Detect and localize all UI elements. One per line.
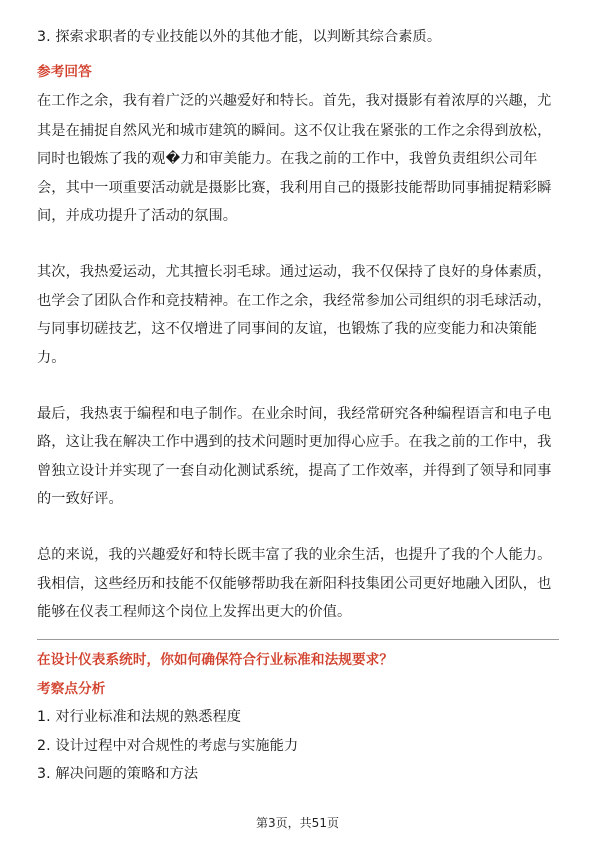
analysis-heading: 考察点分析 [37,681,106,697]
paragraph-line: 总的来说，我的兴趣爱好和特长既丰富了我的业余生活，也提升了我的个人能力。 [37,547,552,563]
page-footer: 第3页，共51页 [256,816,339,830]
paragraph-line: 路，这让我在解决工作中遇到的技术问题时更加得心应手。在我之前的工作中，我 [37,434,552,450]
paragraph-line: 会，其中一项重要活动就是摄影比赛，我利用自己的摄影技能帮助同事捕捉精彩瞬 [37,180,552,196]
list-item: 3. 解决问题的策略和方法 [37,766,199,782]
answer-heading: 参考回答 [37,64,92,80]
section-divider [37,639,559,640]
paragraph-line: 我相信，这些经历和技能不仅能够帮助我在新阳科技集团公司更好地融入团队，也 [37,576,552,592]
paragraph-line: 力。 [37,350,66,366]
paragraph-line: 同时也锻炼了我的观�力和审美能力。在我之前的工作中，我曾负责组织公司年 [37,151,538,167]
paragraph-line: 的一致好评。 [37,491,123,507]
intro-list-item: 3. 探索求职者的专业技能以外的其他才能，以判断其综合素质。 [37,29,442,45]
question-heading: 在设计仪表系统时，你如何确保符合行业标准和法规要求？ [37,652,394,668]
paragraph-line: 也学会了团队合作和竞技精神。在工作之余，我经常参加公司组织的羽毛球活动， [37,293,552,309]
paragraph-line: 其次，我热爱运动，尤其擅长羽毛球。通过运动，我不仅保持了良好的身体素质， [37,264,552,280]
paragraph-line: 与同事切磋技艺，这不仅增进了同事间的友谊，也锻炼了我的应变能力和决策能 [37,321,538,337]
paragraph-line: 能够在仪表工程师这个岗位上发挥出更大的价值。 [37,604,352,620]
list-item: 1. 对行业标准和法规的熟悉程度 [37,709,242,725]
paragraph-line: 其是在捕捉自然风光和城市建筑的瞬间。这不仅让我在紧张的工作之余得到放松， [37,123,552,139]
paragraph-line: 在工作之余，我有着广泛的兴趣爱好和特长。首先，我对摄影有着浓厚的兴趣，尤 [37,93,552,109]
paragraph-line: 间，并成功提升了活动的氛围。 [37,208,238,224]
paragraph-line: 最后，我热衷于编程和电子制作。在业余时间，我经常研究各种编程语言和电子电 [37,406,552,422]
list-item: 2. 设计过程中对合规性的考虑与实施能力 [37,738,299,754]
paragraph-line: 曾独立设计并实现了一套自动化测试系统，提高了工作效率，并得到了领导和同事 [37,463,552,479]
